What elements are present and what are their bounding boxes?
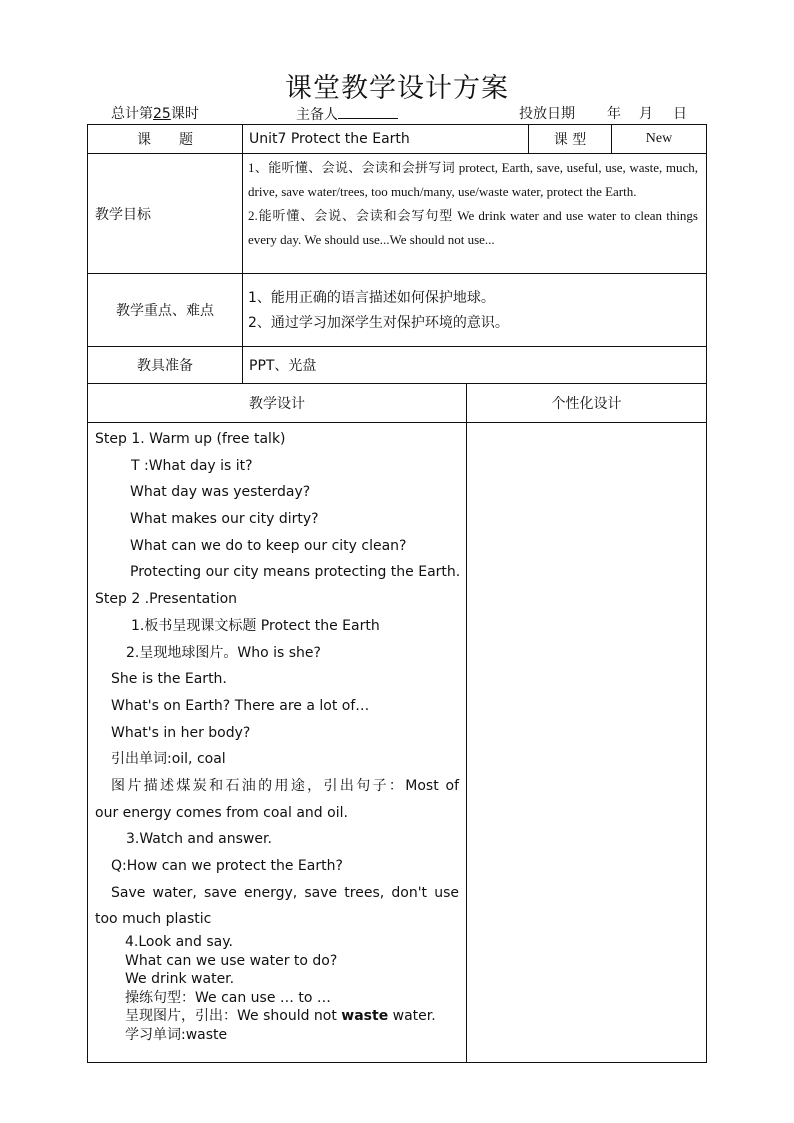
personal-design-header: 个性化设计 — [551, 396, 622, 412]
materials-value: PPT、光盘 — [249, 358, 317, 374]
key-points-label: 教学重点、难点 — [116, 303, 214, 319]
topic-value: Unit7 Protect the Earth — [249, 131, 410, 147]
date-label: 投放日期 — [519, 106, 575, 122]
preparer-label: 主备人 — [296, 107, 338, 123]
keyword-waste: waste — [341, 1008, 389, 1025]
step-line: What's in her body? — [111, 724, 251, 741]
key-point-item: 1、能用正确的语言描述如何保护地球。 — [248, 290, 495, 306]
key-points-content — [248, 286, 509, 335]
step-line: too much plastic — [95, 911, 212, 928]
step-line: our energy comes from coal and oil. — [95, 804, 348, 821]
preparer — [296, 104, 398, 124]
page-title: 课堂教学设计方案 — [285, 73, 509, 104]
step-line: Protecting our city means protecting the Earth. — [130, 564, 461, 581]
table-rule — [242, 124, 243, 383]
materials-label: 教具准备 — [137, 358, 193, 374]
step-line: What can we use water to do? — [125, 952, 338, 969]
step-line: What makes our city dirty? — [130, 511, 319, 528]
step-line: T :What day is it? — [131, 457, 253, 474]
step-line: What's on Earth? There are a lot of… — [111, 697, 370, 714]
lesson-suffix: 课时 — [170, 106, 199, 122]
step-line: 1.板书呈现课文标题 Protect the Earth — [131, 617, 380, 634]
step-line: Q:How can we protect the Earth? — [111, 858, 343, 874]
step-heading: Step 1. Warm up (free talk) — [95, 431, 286, 447]
key-point-item: 2、通过学习加深学生对保护环境的意识。 — [248, 314, 509, 331]
step-text: water. — [388, 1008, 436, 1025]
month-label: 月 — [639, 106, 653, 122]
table-border-bottom — [87, 1062, 707, 1063]
step-line: She is the Earth. — [111, 671, 227, 688]
step-heading: Step 2 .Presentation — [95, 591, 238, 608]
step-line: We drink water. — [125, 971, 235, 988]
step-line: What can we do to keep our city clean? — [130, 537, 407, 554]
step-line: 引出单词:oil, coal — [111, 751, 226, 768]
lesson-number: 25 — [153, 106, 171, 122]
step-line: 图片描述煤炭和石油的用途，引出句子：Most of — [111, 777, 459, 794]
objectives-content — [248, 156, 698, 252]
teaching-steps — [95, 426, 459, 1044]
objective-item: 1、能听懂、会说、会读和会拼写词 protect, Earth, save, useful, use, waste, much, drive, save water/trees, too much/many, use/waste water, protect the Earth. — [248, 160, 698, 199]
lesson-type-label: 课 型 — [553, 132, 587, 148]
step-line: 3.Watch and answer. — [126, 831, 272, 848]
topic-label: 课 题 — [137, 132, 193, 148]
step-line: 2.呈现地球图片。Who is she? — [126, 644, 321, 661]
table-rule — [466, 383, 467, 1062]
objectives-label: 教学目标 — [95, 206, 151, 223]
table-border-right — [706, 124, 707, 1063]
day-label: 日 — [673, 106, 687, 122]
lesson-prefix: 总计第 — [111, 106, 153, 122]
step-line: What day was yesterday? — [130, 484, 311, 501]
table-border-left — [87, 124, 88, 1063]
step-line: 4.Look and say. — [125, 934, 234, 951]
design-header: 教学设计 — [249, 396, 305, 412]
step-text: 呈现图片，引出：We should not — [125, 1008, 342, 1025]
year-label: 年 — [607, 106, 621, 122]
preparer-blank — [338, 104, 398, 119]
objective-item: 2.能听懂、会说、会读和会写句型 We drink water and use water to clean things every day. We should use...We should not use... — [248, 208, 698, 247]
step-line: 操练句型：We can use … to … — [125, 989, 331, 1006]
step-line: Save water, save energy, save trees, don't use — [111, 884, 459, 901]
lesson-type-value: New — [645, 131, 673, 146]
step-line — [95, 1007, 459, 1026]
table-rule — [87, 422, 707, 423]
lesson-count — [111, 104, 199, 124]
step-line: 学习单词:waste — [125, 1026, 228, 1043]
